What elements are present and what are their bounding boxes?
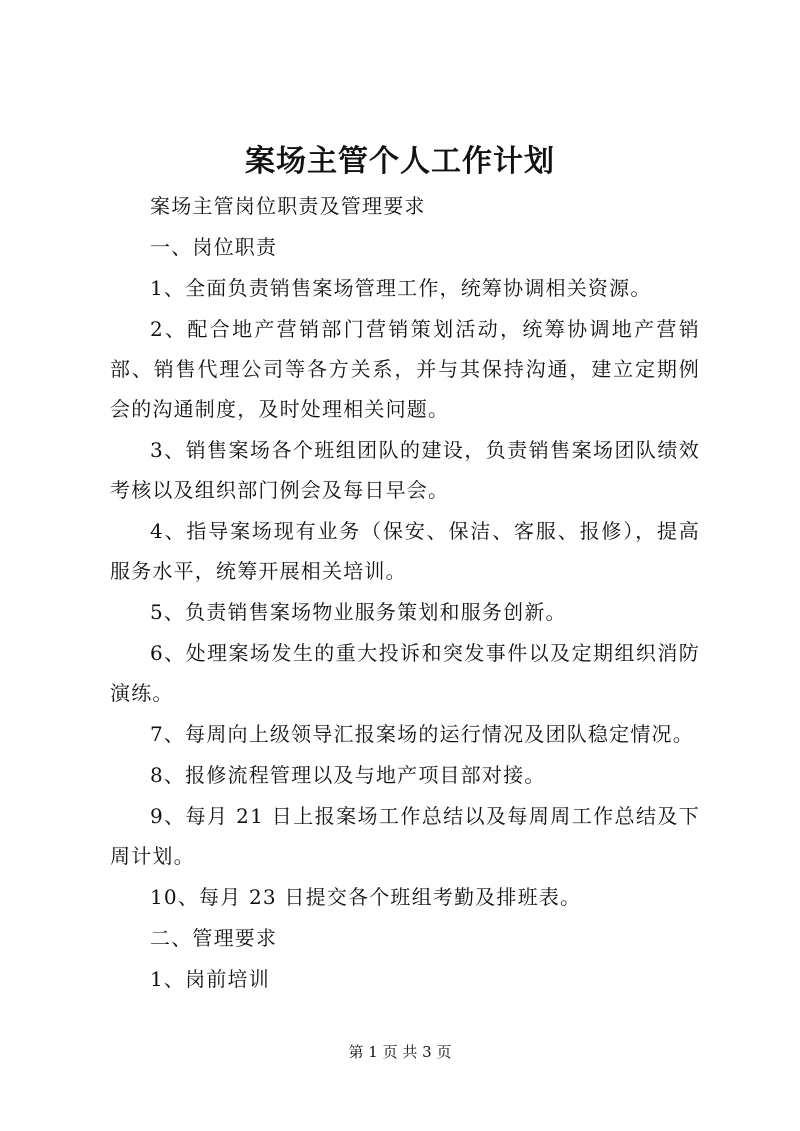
section-heading-duties: 一、岗位职责 <box>150 235 278 259</box>
page-footer: 第 1 页 共 3 页 <box>348 1043 452 1061</box>
duty-item-4: 4、指导案场现有业务（保安、保洁、客服、报修），提高服务水平，统筹开展相关培训。 <box>110 519 700 583</box>
paragraph-subtitle: 案场主管岗位职责及管理要求 <box>150 194 426 218</box>
duty-item-3: 3、销售案场各个班组团队的建设，负责销售案场团队绩效考核以及组织部门例会及每日早会。 <box>110 438 700 502</box>
duty-item-5: 5、负责销售案场物业服务策划和服务创新。 <box>150 600 567 624</box>
document-body <box>110 186 700 1000</box>
duty-item-6: 6、处理案场发生的重大投诉和突发事件以及定期组织消防演练。 <box>110 641 700 705</box>
requirement-item-1: 1、岗前培训 <box>150 967 270 991</box>
duty-item-8: 8、报修流程管理以及与地产项目部对接。 <box>150 763 546 787</box>
duty-item-10: 10、每月 23 日提交各个班组考勤及排班表。 <box>150 885 582 909</box>
duty-item-7: 7、每周向上级领导汇报案场的运行情况及团队稳定情况。 <box>150 722 694 746</box>
document-title: 案场主管个人工作计划 <box>245 144 555 179</box>
duty-item-1: 1、全面负责销售案场管理工作，统筹协调相关资源。 <box>150 276 652 300</box>
section-heading-requirements: 二、管理要求 <box>150 926 278 950</box>
duty-item-2: 2、配合地产营销部门营销策划活动，统筹协调地产营销部、销售代理公司等各方关系，并与其保持沟通，建立定期例会的沟通制度，及时处理相关问题。 <box>110 317 700 421</box>
duty-item-9: 9、每月 21 日上报案场工作总结以及每周周工作总结及下周计划。 <box>110 804 700 868</box>
